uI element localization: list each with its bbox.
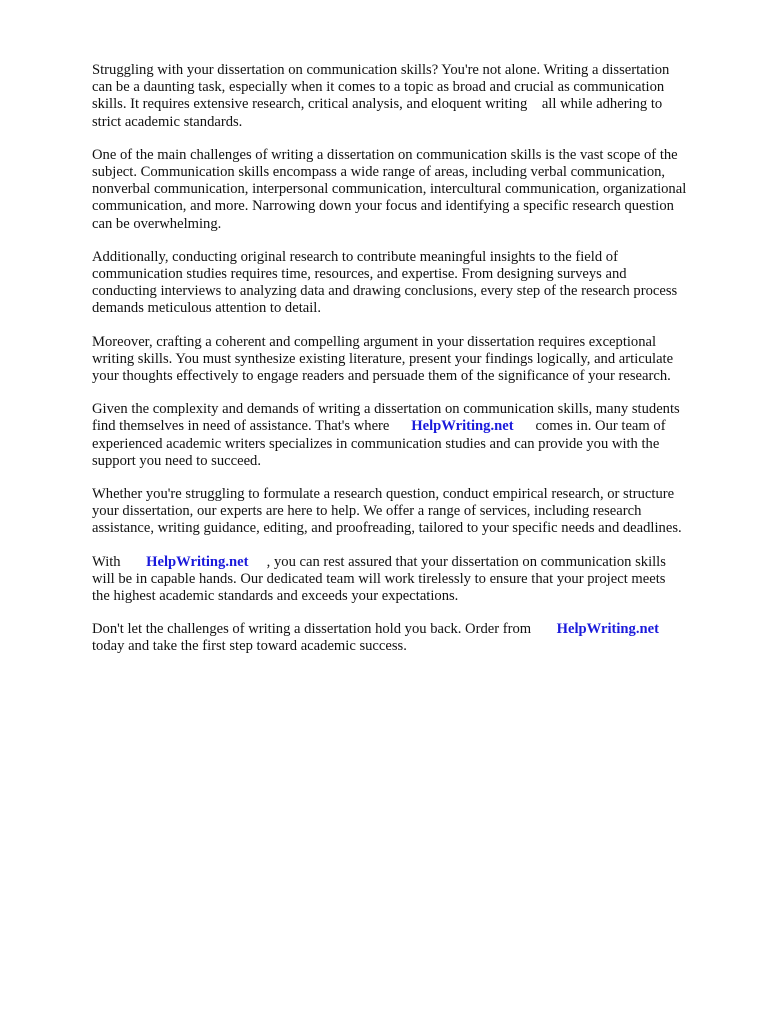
- paragraph-intro: [92, 62, 724, 131]
- text-line: can be a daunting task, especially when it comes to a topic as broad and crucial as communication: [92, 79, 665, 96]
- text-line: will be in capable hands. Our dedicated team will work tirelessly to ensure that your project meets: [92, 570, 666, 587]
- text-line: strict academic standards.: [92, 113, 243, 130]
- paragraph-research: [92, 249, 724, 318]
- text-fragment: Don't let the challenges of writing a dissertation hold you back. Order from: [92, 621, 557, 638]
- text-line: Whether you're struggling to formulate a research question, conduct empirical research, or structure: [92, 486, 675, 503]
- text-line: conducting interviews to analyzing data and drawing conclusions, every step of the research process: [92, 283, 678, 300]
- helpwriting-link[interactable]: HelpWriting.net: [146, 553, 249, 570]
- text-line: assistance, writing guidance, editing, and proofreading, tailored to your specific needs and deadlines.: [92, 520, 682, 537]
- text-line: your thoughts effectively to engage readers and persuade them of the significance of your research.: [92, 368, 671, 385]
- text-line: can be overwhelming.: [92, 215, 222, 232]
- text-fragment: find themselves in need of assistance. That's where: [92, 418, 412, 435]
- text-line: nonverbal communication, interpersonal communication, intercultural communication, organizational: [92, 181, 687, 198]
- text-line-with-link: [92, 418, 724, 435]
- text-line: Moreover, crafting a coherent and compelling argument in your dissertation requires exceptional: [92, 333, 657, 350]
- text-line: Given the complexity and demands of writing a dissertation on communication skills, many students: [92, 401, 680, 418]
- text-line: subject. Communication skills encompass a wide range of areas, including verbal communication,: [92, 164, 666, 181]
- text-line: today and take the first step toward academic success.: [92, 638, 407, 655]
- text-line: communication, and more. Narrowing down your focus and identifying a specific research question: [92, 198, 674, 215]
- text-fragment: With: [92, 553, 147, 570]
- document-page: [92, 62, 724, 672]
- text-line: your dissertation, our experts are here to help. We offer a range of services, including research: [92, 503, 642, 520]
- text-line: support you need to succeed.: [92, 452, 261, 469]
- helpwriting-link[interactable]: HelpWriting.net: [556, 621, 659, 638]
- paragraph-services: [92, 486, 724, 538]
- text-line-with-link: [92, 554, 724, 571]
- paragraph-challenges: [92, 147, 724, 233]
- text-line: skills. It requires extensive research, critical analysis, and eloquent writing all while adhering to: [92, 96, 663, 113]
- text-fragment: , you can rest assured that your dissertation on communication skills: [248, 553, 666, 570]
- paragraph-call-to-action: [92, 621, 724, 655]
- text-line: demands meticulous attention to detail.: [92, 300, 321, 317]
- text-line: experienced academic writers specializes in communication studies and can provide you with the: [92, 435, 660, 452]
- text-line: communication studies requires time, resources, and expertise. From designing surveys and: [92, 266, 627, 283]
- paragraph-assurance: [92, 554, 724, 606]
- helpwriting-link[interactable]: HelpWriting.net: [411, 418, 514, 435]
- text-line: Struggling with your dissertation on communication skills? You're not alone. Writing a dissertation: [92, 62, 670, 78]
- paragraph-writing-skills: [92, 334, 724, 386]
- text-line: writing skills. You must synthesize existing literature, present your findings logically, and articulate: [92, 350, 674, 367]
- text-line: the highest academic standards and exceeds your expectations.: [92, 588, 459, 605]
- text-line: Additionally, conducting original research to contribute meaningful insights to the field of: [92, 248, 618, 265]
- text-fragment: comes in. Our team of: [513, 418, 666, 435]
- text-line: One of the main challenges of writing a dissertation on communication skills is the vast scope of the: [92, 146, 678, 163]
- paragraph-assistance: [92, 401, 724, 470]
- text-line-with-link: [92, 621, 724, 638]
